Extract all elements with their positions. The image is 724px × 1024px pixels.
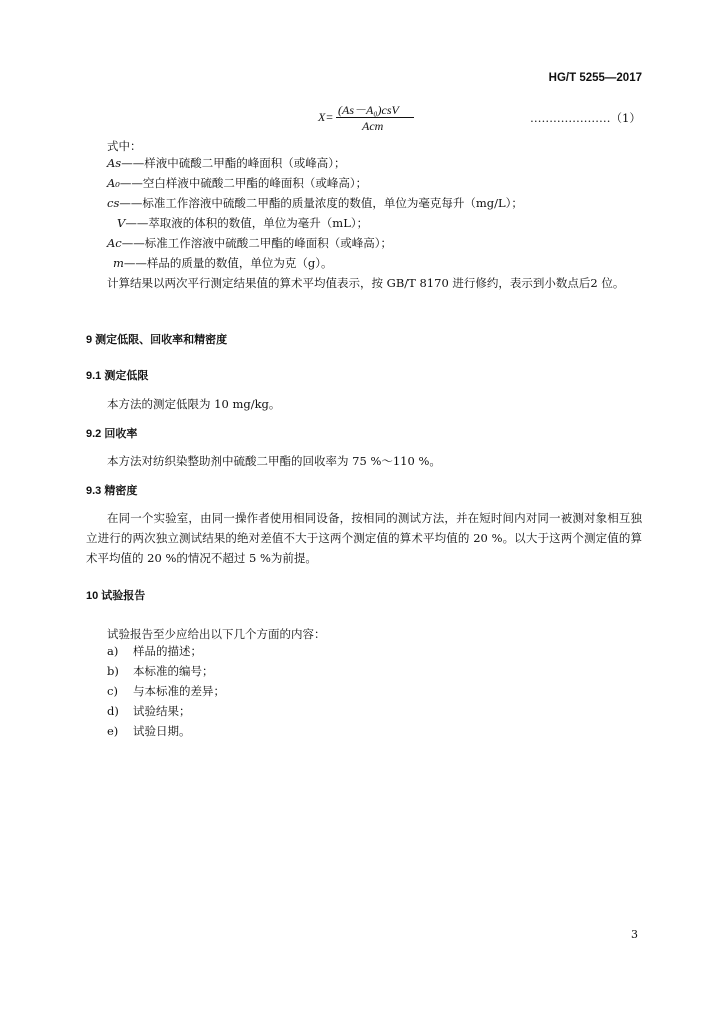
section-10-heading: 10 试验报告 [86, 590, 146, 602]
formula-denominator: Acm [362, 119, 384, 133]
formula-numerator: (As－A₀)csV [338, 103, 399, 117]
section-9-2-heading: 9.2 回收率 [86, 428, 138, 440]
section-9-1-text: 本方法的测定低限为 10 mg/kg。 [107, 397, 281, 411]
fraction-bar [336, 117, 414, 118]
report-intro: 试验报告至少应给出以下几个方面的内容： [107, 627, 326, 641]
variable-row: A₀——空白样液中硫酸二甲酯的峰面积（或峰高）； [107, 176, 368, 190]
document-code: HG/T 5255—2017 [548, 72, 642, 84]
section-9-2-text: 本方法对纺织染整助剂中硫酸二甲酯的回收率为 75 %～110 %。 [107, 454, 441, 468]
vars-intro: 式中： [107, 139, 142, 153]
list-item: d) 试验结果； [107, 704, 191, 718]
variable-row: As——样液中硫酸二甲酯的峰面积（或峰高）； [107, 156, 346, 170]
section-9-1-heading: 9.1 测定低限 [86, 370, 149, 382]
page-number: 3 [631, 928, 638, 941]
report-items [107, 641, 225, 741]
section-9-3-heading: 9.3 精密度 [86, 485, 138, 497]
list-item: e) 试验日期。 [107, 724, 191, 738]
calc-paragraph: 计算结果以两次平行测定结果值的算术平均值表示，按 GB/T 8170 进行修约，表示到小数点后2 位。 [107, 276, 625, 290]
variable-row: m——样品的质量的数值，单位为克（g）。 [113, 256, 333, 270]
variable-row: cs——标准工作溶液中硫酸二甲酯的质量浓度的数值，单位为毫克每升（mg/L）； [107, 196, 523, 210]
variable-list [107, 153, 523, 273]
section-9-3-text: 在同一个实验室，由同一操作者使用相同设备，按相同的测试方法，并在短时间内对同一被测对象相互独立进行的两次独立测试结果的绝对差值不大于这两个测定值的算术平均值的 20 %。以大于这两个测定值的算术平均值的 20 %的情况不超过 5 %为前提。 [86, 511, 642, 565]
list-item: a) 样品的描述； [107, 644, 202, 658]
variable-row: V——萃取液的体积的数值，单位为毫升（mL）； [117, 216, 369, 230]
list-item: b) 本标准的编号； [107, 664, 214, 678]
section-9-heading: 9 测定低限、回收率和精密度 [86, 334, 228, 346]
list-item: c) 与本标准的差异； [107, 684, 225, 698]
variable-row: Ac——标准工作溶液中硫酸二甲酯的峰面积（或峰高）； [107, 236, 392, 250]
formula-lhs: X= [318, 110, 334, 124]
equation-number: …………………（1） [530, 111, 641, 125]
